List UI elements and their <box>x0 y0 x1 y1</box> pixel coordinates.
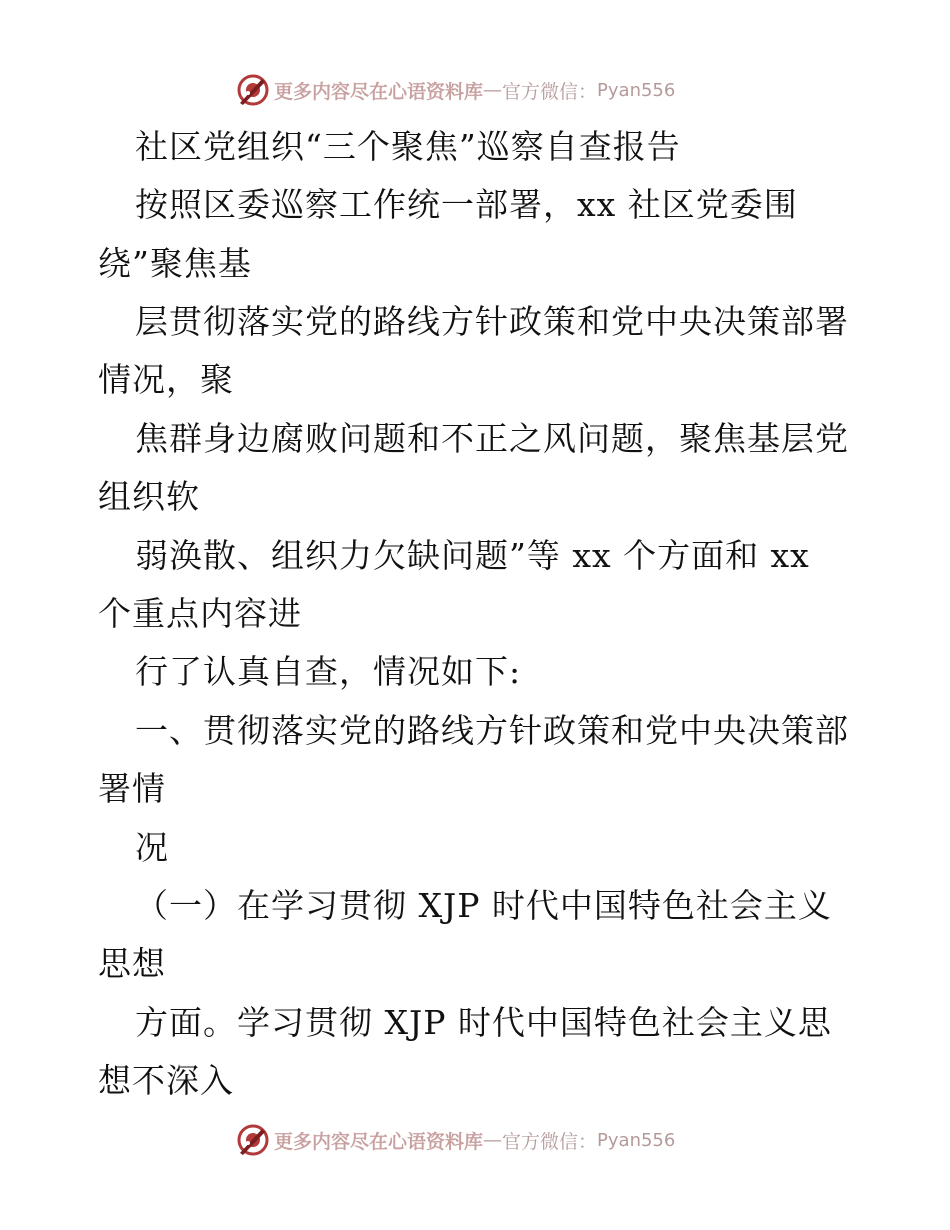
watermark-separator: — <box>483 79 503 101</box>
body-line: 弱涣散、组织力欠缺问题”等 xx 个方面和 xx <box>135 536 810 575</box>
watermark-main-text: 更多内容尽在心语资料库 <box>274 80 484 103</box>
body-line: 个重点内容进 <box>98 594 302 633</box>
watermark-separator: — <box>483 1129 503 1151</box>
body-line: 按照区委巡察工作统一部署，xx 社区党委围 <box>135 185 798 224</box>
subsection-heading: （一）在学习贯彻 XJP 时代中国特色社会主义 <box>135 886 832 925</box>
body-line: 想不深入 <box>98 1061 234 1100</box>
pen-logo-icon <box>236 73 270 107</box>
watermark-contact-id: Pyan556 <box>597 1129 676 1151</box>
watermark-contact-label: 官方微信： <box>502 1130 598 1153</box>
section-heading: 一、贯彻落实党的路线方针政策和党中央决策部 <box>135 711 849 750</box>
body-line: 层贯彻落实党的路线方针政策和党中央决策部署 <box>135 302 849 341</box>
footer-watermark <box>236 1122 675 1158</box>
watermark-contact-label: 官方微信： <box>502 80 598 103</box>
watermark-contact-id: Pyan556 <box>597 79 676 101</box>
document-title: 社区党组织“三个聚焦”巡察自查报告 <box>135 127 681 166</box>
body-line: 方面。学习贯彻 XJP 时代中国特色社会主义思 <box>135 1003 832 1042</box>
watermark-main-text: 更多内容尽在心语资料库 <box>274 1130 484 1153</box>
pen-logo-icon <box>236 1123 270 1157</box>
body-line: 情况，聚 <box>98 360 234 399</box>
header-watermark <box>236 72 675 108</box>
body-line: 思想 <box>98 944 166 983</box>
body-line: 焦群身边腐败问题和不正之风问题，聚焦基层党 <box>135 419 849 458</box>
body-line: 行了认真自查，情况如下: <box>135 652 522 691</box>
body-line: 况 <box>135 828 169 867</box>
body-line: 组织软 <box>98 477 200 516</box>
body-line: 绕”聚焦基 <box>98 244 252 283</box>
body-line: 署情 <box>98 769 166 808</box>
